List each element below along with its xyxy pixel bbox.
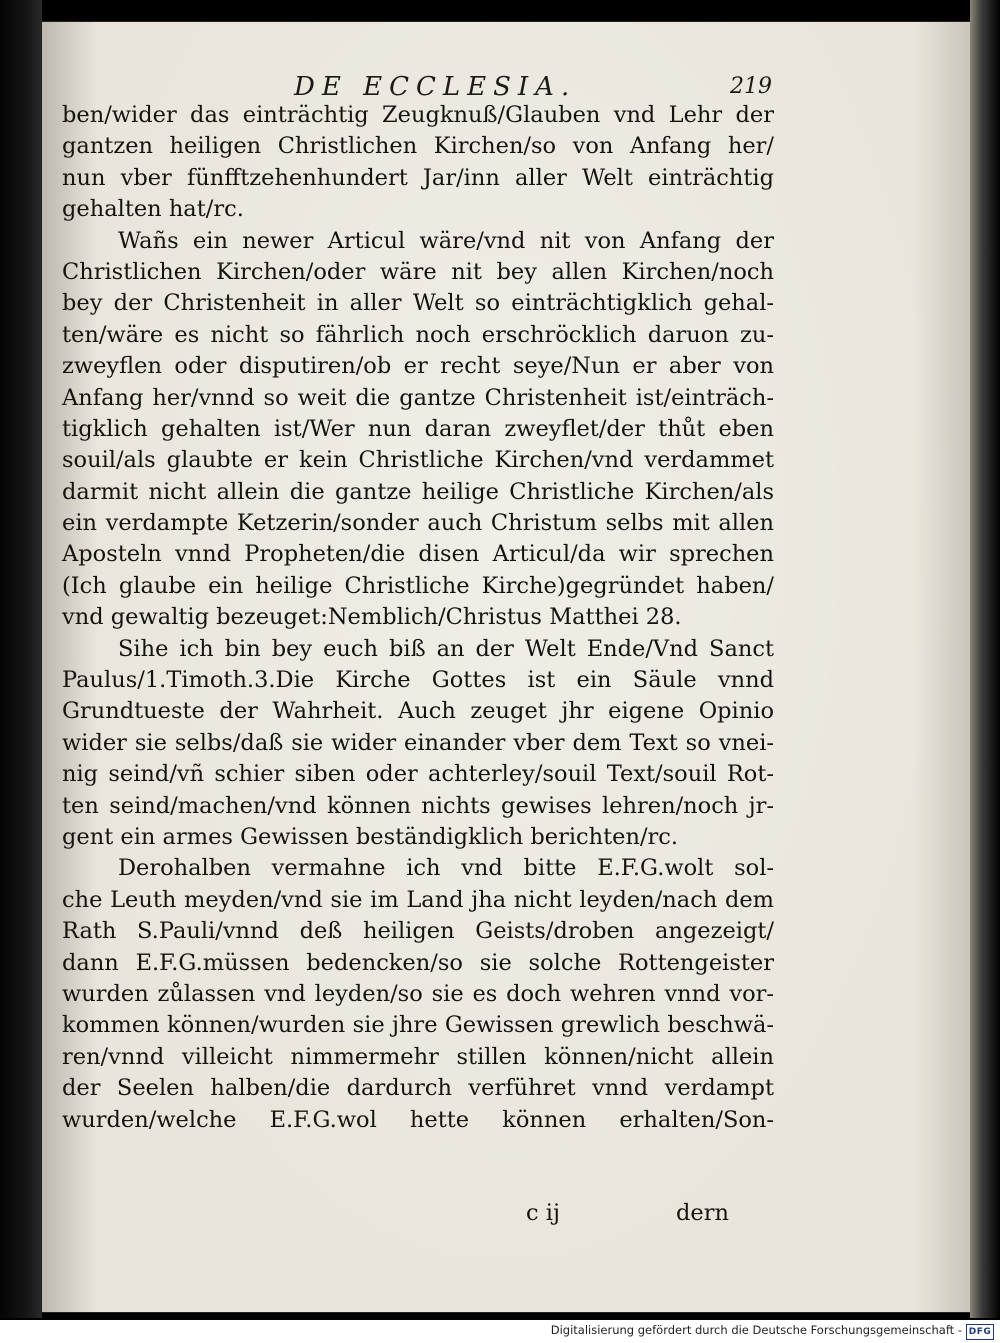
text-line: nun vber fünfftzehenhundert Jar/inn aller Welt einträchtig <box>62 164 774 191</box>
text-line: ten/wäre es nicht so fährlich noch erschröcklich daruon zu- <box>62 321 774 348</box>
text-line: ben/wider das einträchtig Zeugknuß/Glauben vnd Lehr der <box>62 102 774 128</box>
text-line: Grundtueste der Wahrheit. Auch zeuget jhr eigene Opinio <box>62 698 774 725</box>
text-line: kommen können/wurden sie jhre Gewissen grewlich beschwä- <box>62 1012 774 1039</box>
page-stack-edge <box>970 0 1000 1318</box>
text-line: tigklich gehalten ist/Wer nun daran zweyflet/der thůt eben <box>62 415 774 442</box>
funding-credit: Digitalisierung gefördert durch die Deutsche Forschungsgemeinschaft - <box>550 1323 962 1337</box>
text-line: gantzen heiligen Christlichen Kirchen/so von Anfang her/ <box>62 133 774 160</box>
text-line: der Seelen halben/die dardurch verführet vnnd verdampt <box>62 1075 774 1102</box>
text-line: Christlichen Kirchen/oder wäre nit bey allen Kirchen/noch <box>62 258 774 285</box>
catchword: dern <box>676 1200 729 1226</box>
page-number: 219 <box>730 74 772 99</box>
text-line: wider sie selbs/daß sie wider einander vber dem Text so vnei- <box>62 729 774 756</box>
text-line: wurden zůlassen vnd leyden/so sie es doch wehren vnnd vor- <box>62 980 774 1007</box>
footer-bar <box>0 1320 1000 1343</box>
text-line: souil/als glaubte er kein Christliche Kirchen/vnd verdammet <box>62 447 774 474</box>
text-line: che Leuth meyden/vnd sie im Land jha nicht leyden/nach dem <box>62 886 774 913</box>
text-line: zweyflen oder disputiren/ob er recht seye/Nun er aber von <box>62 353 774 380</box>
text-line: ren/vnnd villeicht nimmermehr stillen können/nicht allein <box>62 1043 774 1070</box>
text-line: Wañs ein newer Articul wäre/vnd nit von Anfang der <box>118 227 774 254</box>
text-line: ten seind/machen/vnd können nichts gewises lehren/noch jr- <box>62 792 774 819</box>
text-line: ein verdampte Ketzerin/sonder auch Christum selbs mit allen <box>62 510 774 537</box>
text-line: vnd gewaltig bezeuget:Nemblich/Christus Matthei 28. <box>62 604 682 631</box>
text-line: Sihe ich bin bey euch biß an der Welt Ende/Vnd Sanct <box>118 635 774 662</box>
dfg-logo-icon: DFG <box>966 1324 994 1340</box>
book-page <box>42 22 970 1312</box>
text-line: bey der Christenheit in aller Welt so einträchtigklich gehal- <box>62 290 774 317</box>
text-line: Aposteln vnnd Propheten/die disen Articul/da wir sprechen <box>62 541 774 568</box>
text-line: dann E.F.G.müssen bedencken/so sie solche Rottengeister <box>62 949 774 976</box>
text-line: Paulus/1.Timoth.3.Die Kirche Gottes ist ein Säule vnnd <box>62 667 774 694</box>
running-head: DE ECCLESIA. <box>294 72 577 102</box>
text-line: gent ein armes Gewissen beständigklich berichten/rc. <box>62 823 679 850</box>
text-line: Derohalben vermahne ich vnd bitte E.F.G.wolt sol- <box>118 855 774 882</box>
text-line: nig seind/vñ schier siben oder achterley/souil Text/souil Rot- <box>62 761 774 788</box>
text-line: wurden/welche E.F.G.wol hette können erhalten/Son- <box>62 1106 774 1133</box>
text-line: Rath S.Pauli/vnnd deß heiligen Geists/droben angezeigt/ <box>62 918 774 945</box>
signature-mark: c ij <box>526 1200 560 1226</box>
text-line: Anfang her/vnnd so weit die gantze Christenheit ist/einträch- <box>62 384 774 411</box>
text-line: (Ich glaube ein heilige Christliche Kirche)gegründet haben/ <box>62 572 774 599</box>
book-binding-edge <box>0 0 42 1318</box>
page-body-text <box>62 100 774 1136</box>
text-line: gehalten hat/rc. <box>62 196 244 223</box>
text-line: darmit nicht allein die gantze heilige Christliche Kirchen/als <box>62 478 774 505</box>
